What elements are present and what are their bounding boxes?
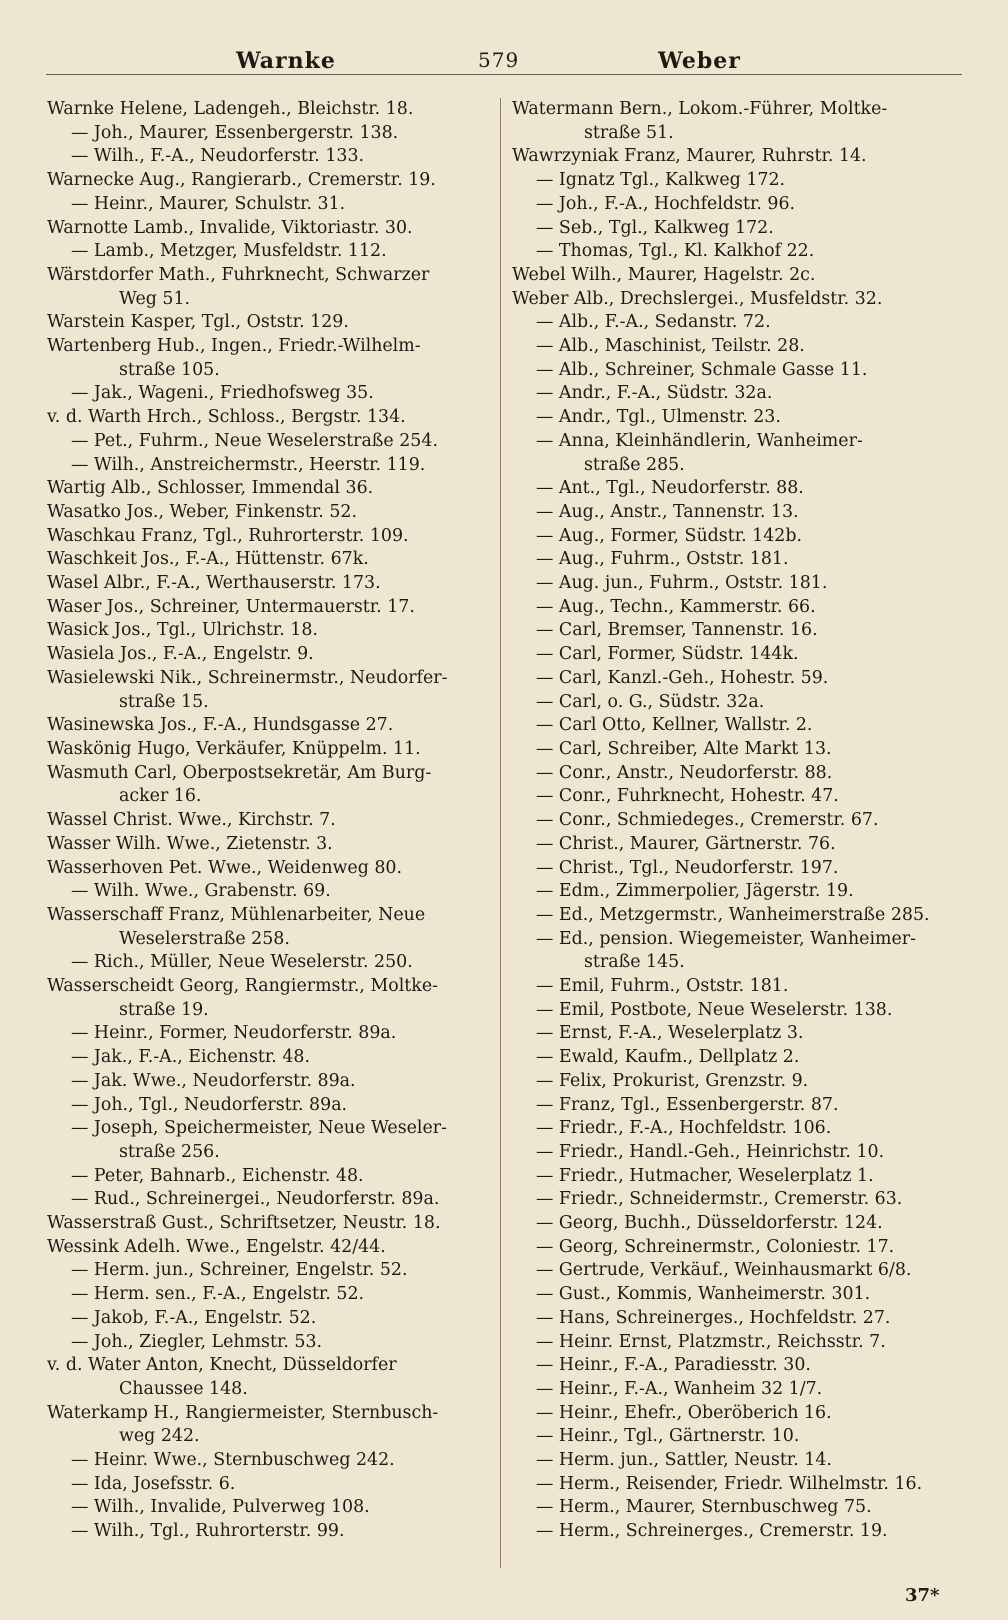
directory-entry-line: — Ignatz Tgl., Kalkweg 172. [536, 170, 786, 191]
directory-entry-line: Wasserhoven Pet. Wwe., Weidenweg 80. [47, 857, 403, 878]
directory-entry-line: Wasserschaff Franz, Mühlenarbeiter, Neue [47, 904, 426, 925]
directory-entry-line: — Carl, Bremser, Tannenstr. 16. [536, 620, 818, 641]
directory-entry-line: — Ewald, Kaufm., Dellplatz 2. [536, 1047, 800, 1068]
directory-entry-line: — Heinr. Wwe., Sternbuschweg 242. [71, 1450, 395, 1471]
directory-entry-line: Warnke Helene, Ladengeh., Bleichstr. 18. [47, 99, 414, 119]
directory-entry-line: — Aug., Anstr., Tannenstr. 13. [536, 501, 799, 522]
directory-entry-line: — Aug., Fuhrm., Oststr. 181. [536, 549, 789, 570]
directory-entry-line: — Ed., Metzgermstr., Wanheimerstraße 285. [536, 904, 930, 925]
directory-entry-line: — Thomas, Tgl., Kl. Kalkhof 22. [536, 241, 815, 262]
directory-entry-line: — Christ., Tgl., Neudorferstr. 197. [536, 857, 839, 878]
directory-entry-line: — Aug., Techn., Kammerstr. 66. [536, 596, 816, 617]
directory-entry-line: v. d. Warth Hrch., Schloss., Bergstr. 134. [47, 407, 406, 428]
header-rule [46, 74, 962, 75]
directory-entry-line: — Herm., Schreinerges., Cremerstr. 19. [536, 1521, 888, 1542]
directory-entry-line: Watermann Bern., Lokom.-Führer, Moltke- [512, 99, 888, 119]
directory-entry-line: Wasick Jos., Tgl., Ulrichstr. 18. [47, 620, 318, 641]
directory-entry-line: — Wilh. Wwe., Grabenstr. 69. [71, 881, 331, 902]
directory-entry-line: — Heinr., Ehefr., Oberöberich 16. [536, 1402, 832, 1423]
directory-entry-line: — Rud., Schreinergei., Neudorferstr. 89a. [71, 1189, 440, 1210]
directory-entry-line: — Heinr., Former, Neudorferstr. 89a. [71, 1023, 397, 1044]
directory-entry-line: — Herm. jun., Schreiner, Engelstr. 52. [71, 1260, 408, 1281]
directory-entry-line: — Wilh., Anstreichermstr., Heerstr. 119. [71, 454, 426, 475]
directory-entry-line: — Peter, Bahnarb., Eichenstr. 48. [71, 1165, 364, 1186]
directory-entry-line: — Jak., Wageni., Friedhofsweg 35. [71, 383, 374, 404]
directory-entry-line: — Conr., Schmiedeges., Cremerstr. 67. [536, 810, 879, 831]
directory-entry-line: Waschkeit Jos., F.-A., Hüttenstr. 67k. [47, 549, 369, 570]
directory-entry-line: — Alb., Schreiner, Schmale Gasse 11. [536, 359, 868, 380]
directory-entry-line: — Felix, Prokurist, Grenzstr. 9. [536, 1070, 809, 1091]
running-head-right: Weber [658, 48, 741, 74]
directory-entry-line: weg 242. [119, 1426, 200, 1447]
directory-entry-line: — Heinr., Maurer, Schulstr. 31. [71, 193, 346, 214]
directory-entry-line: Wärstdorfer Math., Fuhrknecht, Schwarzer [47, 264, 430, 285]
directory-entry-line: — Jak. Wwe., Neudorferstr. 89a. [71, 1070, 356, 1091]
directory-entry-line: Waser Jos., Schreiner, Untermauerstr. 17. [47, 596, 415, 617]
directory-entry-line: Wartig Alb., Schlosser, Immendal 36. [47, 478, 374, 499]
directory-entry-line: straße 19. [119, 999, 209, 1020]
directory-entry-line: — Seb., Tgl., Kalkweg 172. [536, 217, 774, 238]
directory-entry-line: — Joseph, Speichermeister, Neue Weseler- [71, 1118, 447, 1139]
directory-entry-line: — Friedr., Hutmacher, Weselerplatz 1. [536, 1165, 874, 1186]
directory-entry-line: straße 51. [584, 122, 674, 143]
directory-entry-line: — Herm. jun., Sattler, Neustr. 14. [536, 1450, 832, 1471]
directory-entry-line: — Heinr., Tgl., Gärtnerstr. 10. [536, 1426, 800, 1447]
directory-entry-line: — Carl, Schreiber, Alte Markt 13. [536, 738, 832, 759]
directory-entry-line: — Alb., F.-A., Sedanstr. 72. [536, 312, 771, 333]
directory-entry-line: — Conr., Fuhrknecht, Hohestr. 47. [536, 786, 839, 807]
directory-entry-line: straße 15. [119, 691, 209, 712]
directory-entry-line: acker 16. [119, 786, 202, 807]
directory-entry-line: — Emil, Fuhrm., Oststr. 181. [536, 976, 789, 997]
directory-entry-line: — Andr., Tgl., Ulmenstr. 23. [536, 407, 781, 428]
directory-entry-line: Wawrzyniak Franz, Maurer, Ruhrstr. 14. [512, 146, 867, 167]
directory-entry-line: Weselerstraße 258. [119, 928, 290, 949]
running-head-left: Warnke [236, 48, 336, 74]
directory-entry-line: — Alb., Maschinist, Teilstr. 28. [536, 336, 805, 357]
directory-entry-line: Wessink Adelh. Wwe., Engelstr. 42/44. [47, 1236, 386, 1257]
directory-entry-line: Wasielewski Nik., Schreinermstr., Neudorfer- [47, 667, 448, 688]
page-number: 579 [478, 48, 520, 72]
directory-entry-line: — Ernst, F.-A., Weselerplatz 3. [536, 1023, 804, 1044]
directory-entry-line: Chaussee 148. [119, 1378, 248, 1399]
directory-entry-line: — Joh., Tgl., Neudorferstr. 89a. [71, 1094, 348, 1115]
directory-entry-line: Waterkamp H., Rangiermeister, Sternbusch- [47, 1402, 439, 1423]
directory-entry-line: Wasatko Jos., Weber, Finkenstr. 52. [47, 501, 358, 522]
directory-entry-line: Wasinewska Jos., F.-A., Hundsgasse 27. [47, 715, 394, 736]
directory-entry-line: — Anna, Kleinhändlerin, Wanheimer- [536, 430, 863, 451]
directory-entry-line: — Rich., Müller, Neue Weselerstr. 250. [71, 952, 413, 973]
directory-entry-line: — Ed., pension. Wiegemeister, Wanheimer- [536, 928, 916, 949]
directory-entry-line: — Wilh., F.-A., Neudorferstr. 133. [71, 146, 365, 167]
directory-entry-line: — Franz, Tgl., Essenbergerstr. 87. [536, 1094, 839, 1115]
directory-entry-line: Weg 51. [119, 288, 191, 309]
directory-entry-line: Wasserscheidt Georg, Rangiermstr., Moltke- [47, 976, 438, 997]
directory-entry-line: Wassel Christ. Wwe., Kirchstr. 7. [47, 810, 336, 831]
directory-entry-line: — Joh., Ziegler, Lehmstr. 53. [71, 1331, 323, 1352]
directory-entry-line: Wasmuth Carl, Oberpostsekretär, Am Burg- [47, 762, 432, 783]
directory-entry-line: — Joh., F.-A., Hochfeldstr. 96. [536, 193, 796, 214]
directory-entry-line: — Friedr., Handl.-Geh., Heinrichstr. 10. [536, 1141, 885, 1162]
directory-entry-line: — Georg, Buchh., Düsseldorferstr. 124. [536, 1213, 883, 1234]
right-column [512, 98, 944, 1544]
directory-entry-line: Warnotte Lamb., Invalide, Viktoriastr. 30. [47, 217, 413, 238]
directory-entry-line: — Carl, o. G., Südstr. 32a. [536, 691, 765, 712]
directory-entry-line: Wasel Albr., F.-A., Werthauserstr. 173. [47, 573, 381, 594]
directory-entry-line: Weber Alb., Drechslergei., Musfeldstr. 32. [512, 288, 883, 309]
directory-entry-line: Waskönig Hugo, Verkäufer, Knüppelm. 11. [47, 738, 421, 759]
directory-entry-line: straße 285. [584, 454, 685, 475]
directory-entry-line: — Jak., F.-A., Eichenstr. 48. [71, 1047, 310, 1068]
directory-entry-line: — Carl, Former, Südstr. 144k. [536, 644, 799, 665]
directory-entry-line: — Aug., Former, Südstr. 142b. [536, 525, 803, 546]
directory-entry-line: — Friedr., Schneidermstr., Cremerstr. 63. [536, 1189, 903, 1210]
directory-entry-line: — Ida, Josefsstr. 6. [71, 1473, 236, 1494]
directory-entry-line: — Herm., Maurer, Sternbuschweg 75. [536, 1497, 872, 1518]
directory-entry-line: — Andr., F.-A., Südstr. 32a. [536, 383, 773, 404]
directory-entry-line: — Wilh., Tgl., Ruhrorterstr. 99. [71, 1521, 345, 1542]
sheet-signature: 37* [905, 1585, 940, 1606]
directory-entry-line: — Emil, Postbote, Neue Weselerstr. 138. [536, 999, 893, 1020]
directory-entry-line: — Georg, Schreinermstr., Coloniestr. 17. [536, 1236, 895, 1257]
directory-entry-line: — Jakob, F.-A., Engelstr. 52. [71, 1307, 317, 1328]
directory-entry-line: — Lamb., Metzger, Musfeldstr. 112. [71, 241, 387, 262]
directory-entry-line: — Wilh., Invalide, Pulverweg 108. [71, 1497, 370, 1518]
directory-entry-line: Waschkau Franz, Tgl., Ruhrorterstr. 109. [47, 525, 409, 546]
directory-entry-line: — Hans, Schreinerges., Hochfeldstr. 27. [536, 1307, 891, 1328]
directory-entry-line: — Carl Otto, Kellner, Wallstr. 2. [536, 715, 813, 736]
directory-entry-line: — Heinr., F.-A., Wanheim 32 1/7. [536, 1378, 823, 1399]
directory-entry-line: Wasser Wilh. Wwe., Zietenstr. 3. [47, 833, 333, 854]
directory-entry-line: — Edm., Zimmerpolier, Jägerstr. 19. [536, 881, 854, 902]
directory-entry-line: — Aug. jun., Fuhrm., Oststr. 181. [536, 573, 828, 594]
directory-entry-line: — Gertrude, Verkäuf., Weinhausmarkt 6/8. [536, 1260, 912, 1281]
directory-entry-line: — Ant., Tgl., Neudorferstr. 88. [536, 478, 804, 499]
directory-entry-line: — Joh., Maurer, Essenbergerstr. 138. [71, 122, 399, 143]
directory-entry-line: Wasiela Jos., F.-A., Engelstr. 9. [47, 644, 314, 665]
directory-entry-line: Wasserstraß Gust., Schriftsetzer, Neustr. 18. [47, 1213, 441, 1234]
directory-entry-line: — Christ., Maurer, Gärtnerstr. 76. [536, 833, 836, 854]
directory-entry-line: Warstein Kasper, Tgl., Oststr. 129. [47, 312, 349, 333]
directory-entry-line: v. d. Water Anton, Knecht, Düsseldorfer [47, 1355, 397, 1376]
directory-entry-line: — Herm. sen., F.-A., Engelstr. 52. [71, 1284, 365, 1305]
directory-entry-line: — Herm., Reisender, Friedr. Wilhelmstr. 16. [536, 1473, 923, 1494]
directory-entry-line: Wartenberg Hub., Ingen., Friedr.-Wilhelm- [47, 336, 421, 357]
directory-entry-line: — Conr., Anstr., Neudorferstr. 88. [536, 762, 833, 783]
directory-entry-line: straße 105. [119, 359, 220, 380]
directory-entry-line: Webel Wilh., Maurer, Hagelstr. 2c. [512, 264, 816, 285]
directory-entry-line: straße 256. [119, 1141, 220, 1162]
directory-entry-line: — Heinr. Ernst, Platzmstr., Reichsstr. 7. [536, 1331, 886, 1352]
directory-entry-line: — Gust., Kommis, Wanheimerstr. 301. [536, 1284, 871, 1305]
left-column [47, 98, 479, 1544]
directory-entry-line: — Pet., Fuhrm., Neue Weselerstraße 254. [71, 430, 438, 451]
directory-entry-line: Warnecke Aug., Rangierarb., Cremerstr. 19. [47, 170, 436, 191]
directory-entry-line: — Carl, Kanzl.-Geh., Hohestr. 59. [536, 667, 829, 688]
column-divider [500, 98, 501, 1568]
directory-entry-line: — Heinr., F.-A., Paradiesstr. 30. [536, 1355, 811, 1376]
directory-entry-line: straße 145. [584, 952, 685, 973]
directory-entry-line: — Friedr., F.-A., Hochfeldstr. 106. [536, 1118, 832, 1139]
